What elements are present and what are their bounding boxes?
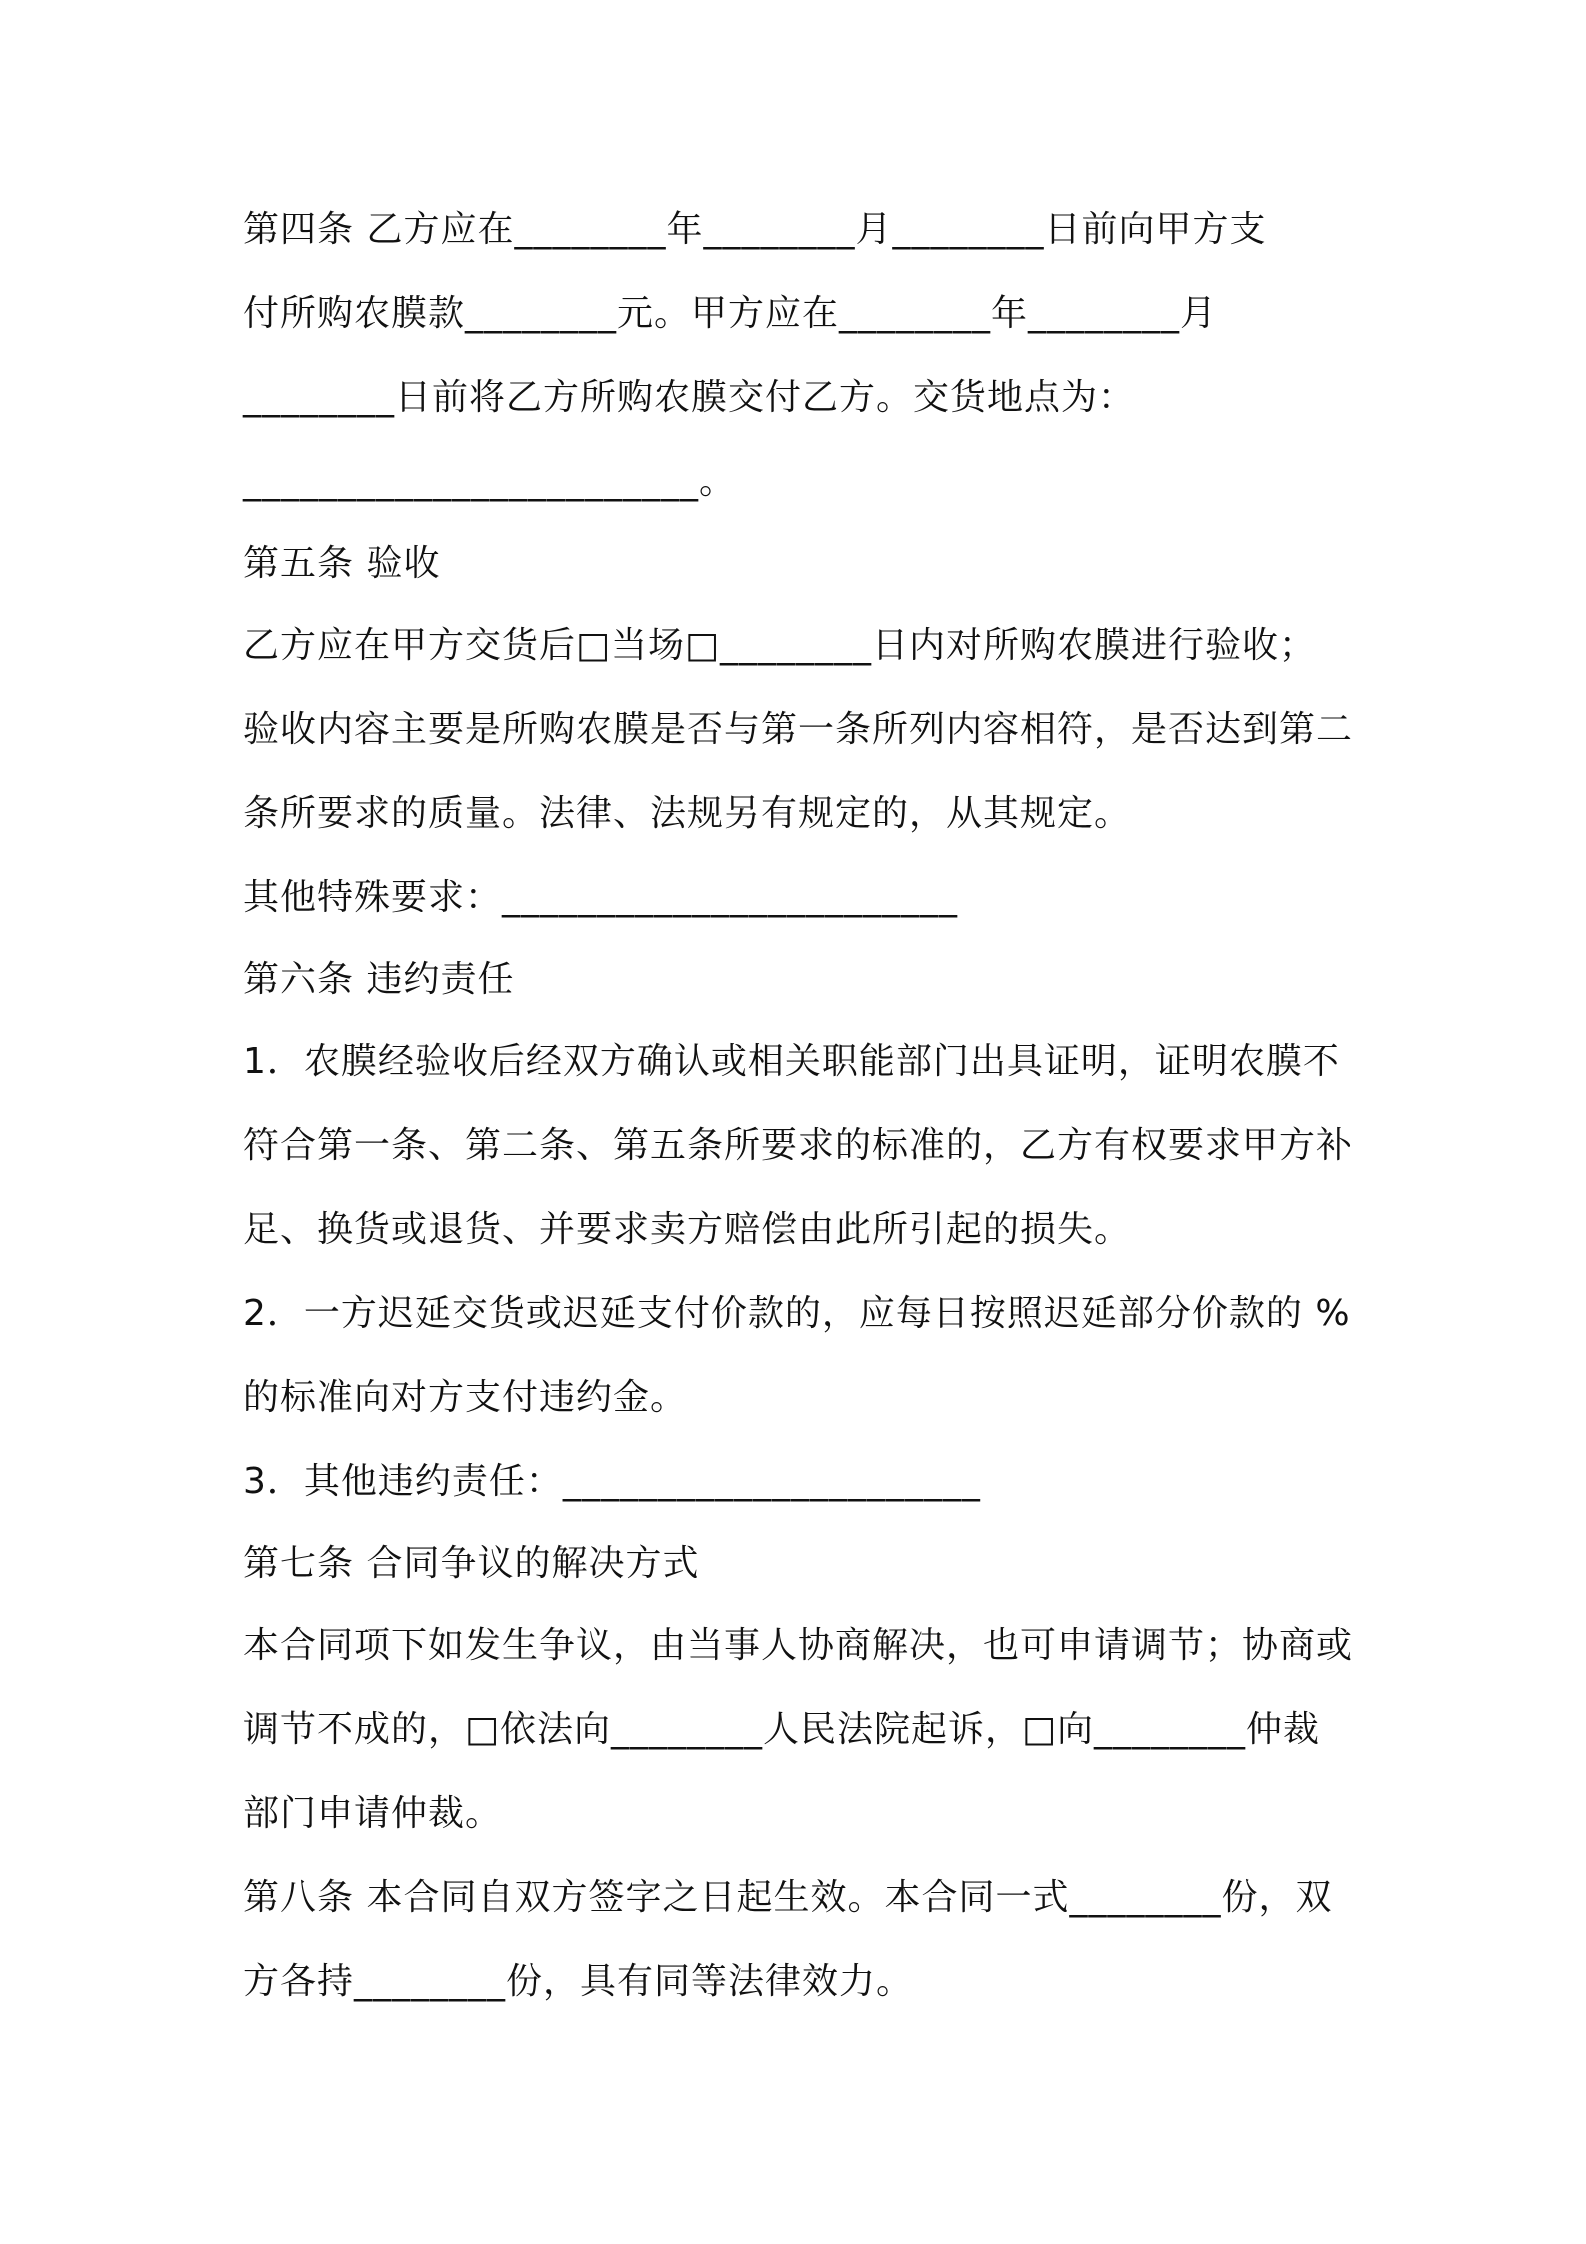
article-7-line-2: 调节不成的，□依法向________人民法院起诉，□向________仲裁 bbox=[243, 1709, 1321, 1750]
article-4-line-2: 付所购农膜款________元。甲方应在________年________月 bbox=[243, 293, 1218, 334]
article-5-special-requirements: 其他特殊要求：________________________ bbox=[243, 877, 959, 918]
article-4-line-4: ________________________。 bbox=[243, 461, 736, 502]
article-7-heading: 第七条 合同争议的解决方式 bbox=[243, 1543, 700, 1584]
article-6-item-1-line-2: 符合第一条、第二条、第五条所要求的标准的，乙方有权要求甲方补 bbox=[243, 1125, 1354, 1166]
article-6-item-2-line-1: 2．一方迟延交货或迟延支付价款的，应每日按照迟延部分价款的 % bbox=[243, 1293, 1351, 1334]
article-5-heading: 第五条 验收 bbox=[243, 543, 441, 584]
contract-text bbox=[243, 188, 1363, 2024]
article-5-line-2: 验收内容主要是所购农膜是否与第一条所列内容相符，是否达到第二 bbox=[243, 709, 1354, 750]
article-6-item-3: 3．其他违约责任：______________________ bbox=[243, 1461, 981, 1502]
article-6-item-1-line-3: 足、换货或退货、并要求卖方赔偿由此所引起的损失。 bbox=[243, 1209, 1132, 1250]
article-4-line-3: ________日前将乙方所购农膜交付乙方。交货地点为： bbox=[243, 377, 1136, 418]
article-7-line-1: 本合同项下如发生争议，由当事人协商解决，也可申请调节；协商或 bbox=[243, 1625, 1354, 1666]
article-5-line-3: 条所要求的质量。法律、法规另有规定的，从其规定。 bbox=[243, 793, 1132, 834]
article-6-item-1-line-1: 1．农膜经验收后经双方确认或相关职能部门出具证明，证明农膜不 bbox=[243, 1041, 1340, 1082]
article-8-line-2: 方各持________份，具有同等法律效力。 bbox=[243, 1961, 914, 2002]
article-7-line-3: 部门申请仲裁。 bbox=[243, 1793, 503, 1834]
article-5-line-1: 乙方应在甲方交货后□当场□________日内对所购农膜进行验收； bbox=[243, 625, 1317, 666]
article-6-item-2-line-2: 的标准向对方支付违约金。 bbox=[243, 1377, 688, 1418]
article-8-line-1: 第八条 本合同自双方签字之日起生效。本合同一式________份，双 bbox=[243, 1877, 1333, 1918]
article-4-line-1: 第四条 乙方应在________年________月________日前向甲方支 bbox=[243, 209, 1267, 250]
article-6-heading: 第六条 违约责任 bbox=[243, 959, 515, 1000]
